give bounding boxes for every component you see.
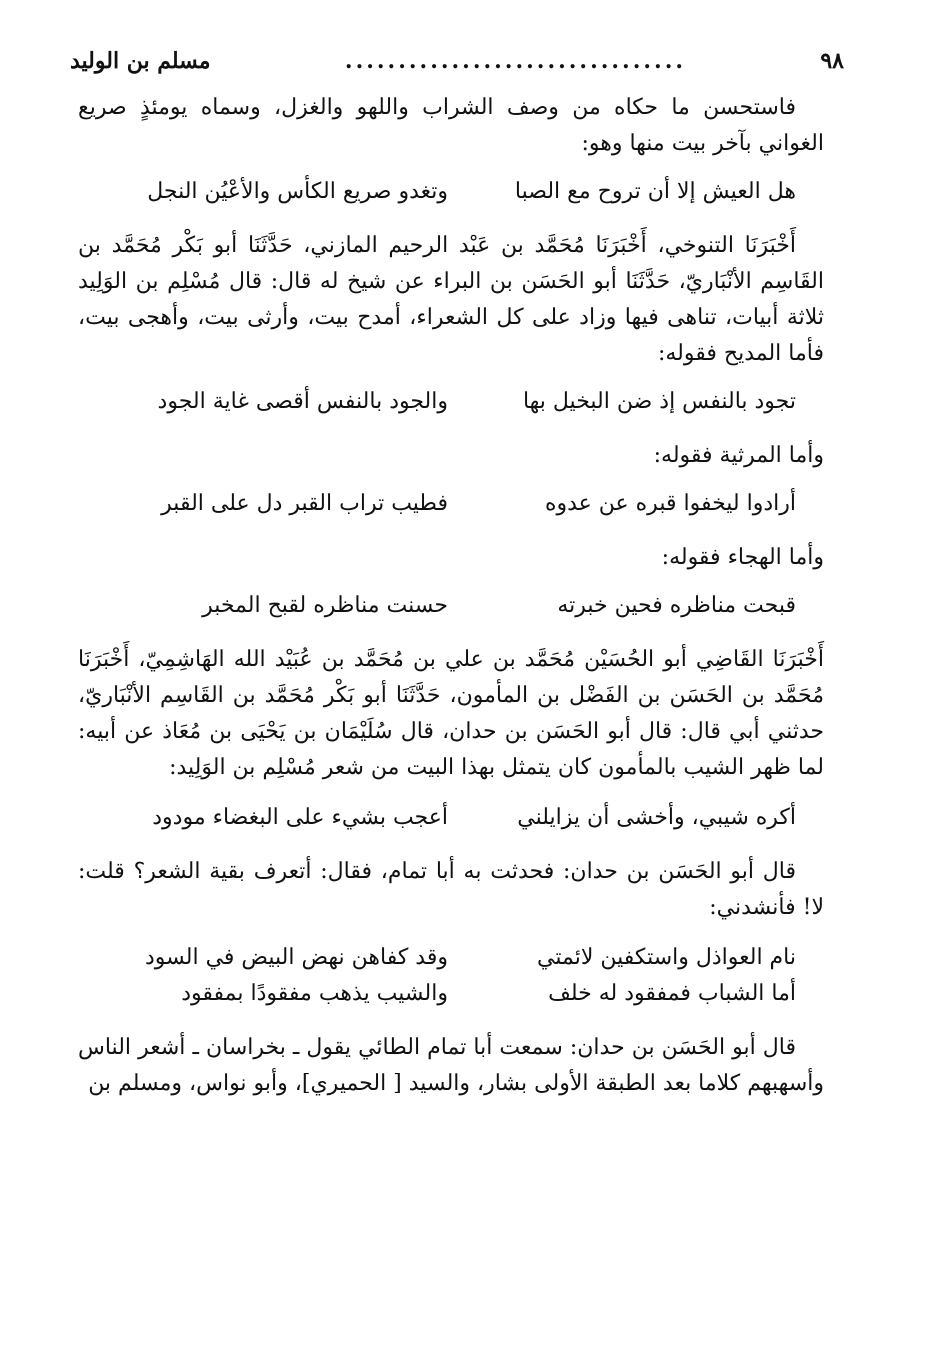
paragraph-2: أَخْبَرَنَا التنوخي، أَخْبَرَنَا مُحَمَّد بن عَبْد الرحيم المازني، حَدَّثَنَا أبو بَكْر مُحَمَّد بن القَاسِم الأنْبَاريّ، حَدَّثَنَا أبو الحَسَن بن البراء عن شيخ له قال: قال مُسْلِم بن الوَلِيد ثلاثة أبيات، تناهى فيها وزاد على كل الشعراء، أمدح بيت، وأرثى بيت، وأهجى بيت، فأما المديح فقوله:: [78, 233, 824, 366]
verse-line-5: [78, 800, 824, 836]
paragraph-5: أَخْبَرَنَا القَاضِي أبو الحُسَيْن مُحَمَّد بن علي بن مُحَمَّد بن عُبَيْد الله الهَاشِمِيّ، أَخْبَرَنَا مُحَمَّد بن الحَسَن بن الفَضْل بن المأمون، حَدَّثَنَا أبو بَكْر مُحَمَّد بن القَاسِم الأنْبَاريّ، حدثني أبي قال: قال أبو الحَسَن بن حدان، قال سُلَيْمَان بن يَحْيَى بن مُعَاذ عن أبيه: لما ظهر الشيب بالمأمون كان يتمثل بهذا البيت من شعر مُسْلِم بن الوَلِيد:: [78, 647, 824, 780]
verse-second-hemistich: حسنت مناظره لقبح المخبر: [202, 593, 448, 618]
verse-second-hemistich: والشيب يذهب مفقودًا بمفقود: [181, 981, 448, 1006]
verse-second-hemistich: أعجب بشيء على البغضاء مودود: [152, 805, 448, 830]
verse-line-6: [78, 940, 824, 976]
verse-line-4: [78, 588, 824, 624]
paragraph-7: قال أبو الحَسَن بن حدان: سمعت أبا تمام الطائي يقول ـ بخراسان ـ أشعر الناس وأسهبهم كلاما بعد الطبقة الأولى بشار، والسيد [ الحميري]، وأبو نواس، ومسلم بن: [78, 1035, 824, 1096]
page-number: ٩٨: [820, 48, 844, 74]
verse-first-hemistich: أما الشباب فمفقود له خلف: [548, 981, 796, 1006]
paragraph-6: قال أبو الحَسَن بن حدان: فحدثت به أبا تمام، فقال: أتعرف بقية الشعر؟ قلت: لا! فأنشدني:: [78, 859, 824, 920]
verse-first-hemistich: قبحت مناظره فحين خبرته: [557, 593, 796, 618]
verse-second-hemistich: فطيب تراب القبر دل على القبر: [161, 491, 448, 516]
verse-first-hemistich: تجود بالنفس إذ ضن البخيل بها: [522, 389, 796, 414]
paragraph-1: فاستحسن ما حكاه من وصف الشراب واللهو والغزل، وسماه يومئذٍ صريع الغواني بآخر بيت منها وهو:: [78, 95, 824, 156]
verse-first-hemistich: أرادوا ليخفوا قبره عن عدوه: [544, 491, 796, 516]
verse-second-hemistich: وقد كفاهن نهض البيض في السود: [144, 945, 448, 970]
page-header: [70, 44, 844, 78]
verse-line-3: [78, 486, 824, 522]
verse-line-7: [78, 976, 824, 1012]
running-title: مسلم بن الوليد: [70, 48, 211, 74]
paragraph-4: وأما الهجاء فقوله:: [661, 545, 824, 570]
verse-first-hemistich: هل العيش إلا أن تروح مع الصبا: [514, 179, 796, 204]
verse-first-hemistich: نام العواذل واستكفين لائمتي: [537, 945, 796, 970]
verse-line-2: [78, 384, 824, 420]
leader-dots: ................................: [344, 48, 687, 74]
verse-second-hemistich: وتغدو صريع الكأس والأعْيُن النجل: [147, 179, 448, 204]
verse-second-hemistich: والجود بالنفس أقصى غاية الجود: [157, 389, 448, 414]
verse-first-hemistich: أكره شيبي، وأخشى أن يزايلني: [517, 805, 796, 830]
paragraph-3: وأما المرثية فقوله:: [653, 443, 824, 468]
verse-line-1: [78, 174, 824, 210]
page-body: [78, 90, 824, 1114]
